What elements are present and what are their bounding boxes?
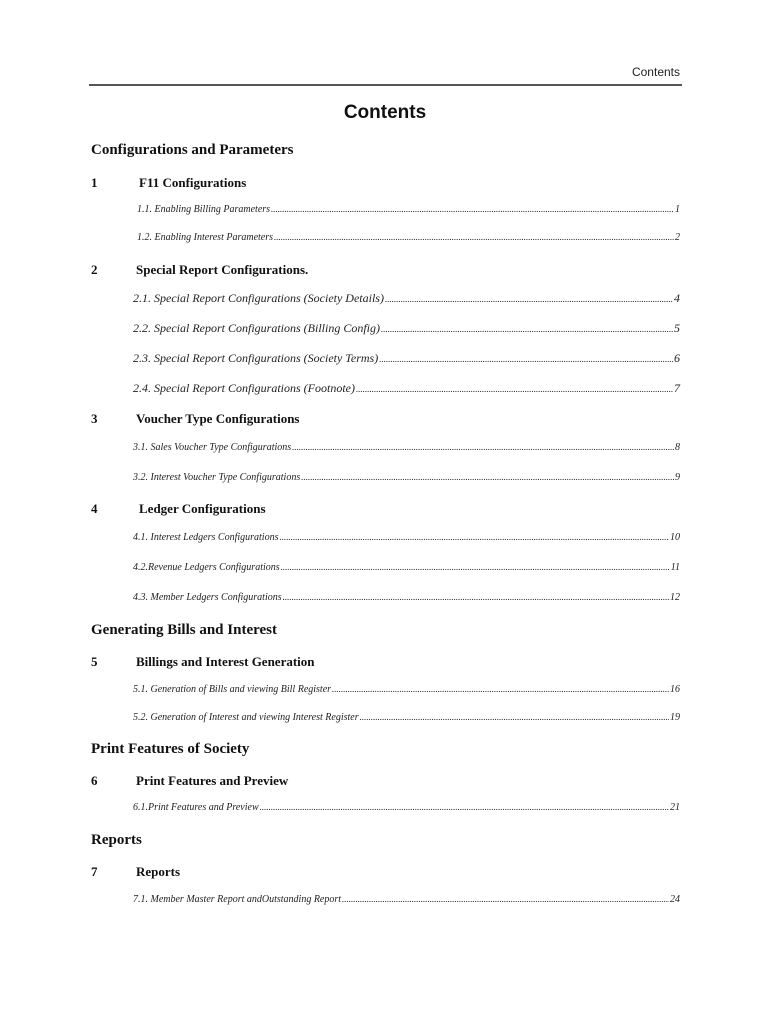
leader-dots bbox=[360, 712, 669, 723]
chapter-title: Print Features and Preview bbox=[136, 773, 289, 788]
section-heading-configurations: Configurations and Parameters bbox=[91, 142, 294, 158]
toc-entry-label: 4.2.Revenue Ledgers Configurations bbox=[133, 562, 280, 573]
chapter-number: 3 bbox=[91, 411, 98, 426]
chapter-title: Ledger Configurations bbox=[139, 501, 266, 516]
section-heading-print: Print Features of Society bbox=[91, 741, 250, 757]
leader-dots bbox=[279, 532, 669, 543]
header-rule bbox=[89, 84, 682, 86]
toc-entry[interactable] bbox=[133, 351, 680, 366]
toc-entry-label: 5.1. Generation of Bills and viewing Bill Register bbox=[133, 684, 332, 695]
toc-entry-label: 1.1. Enabling Billing Parameters bbox=[137, 204, 271, 215]
toc-page-number: 19 bbox=[670, 712, 680, 723]
toc-entry-label: 2.4. Special Report Configurations (Footnote) bbox=[133, 381, 355, 395]
toc-page-number: 12 bbox=[670, 592, 680, 603]
section-heading-reports: Reports bbox=[91, 832, 142, 848]
toc-page-number: 6 bbox=[674, 351, 680, 365]
leader-dots bbox=[281, 562, 670, 573]
toc-page-number: 11 bbox=[670, 562, 680, 573]
toc-entry[interactable] bbox=[133, 532, 680, 543]
toc-entry[interactable] bbox=[133, 802, 680, 813]
toc-page-number: 7 bbox=[674, 381, 680, 395]
section-heading-generating: Generating Bills and Interest bbox=[91, 622, 277, 638]
leader-dots bbox=[283, 592, 669, 603]
toc-page-number: 2 bbox=[675, 232, 680, 243]
leader-dots bbox=[292, 442, 674, 453]
chapter-title: Voucher Type Configurations bbox=[136, 411, 300, 426]
leader-dots bbox=[260, 802, 669, 813]
leader-dots bbox=[332, 684, 669, 695]
leader-dots bbox=[301, 472, 674, 483]
toc-page-number: 4 bbox=[674, 291, 680, 305]
toc-page-number: 8 bbox=[675, 442, 680, 453]
toc-page-number: 24 bbox=[670, 894, 680, 905]
chapter-title: Reports bbox=[136, 864, 181, 879]
running-header: Contents bbox=[631, 65, 680, 79]
toc-entry[interactable] bbox=[133, 291, 680, 306]
chapter-number: 7 bbox=[91, 864, 98, 879]
toc-entry-label: 2.2. Special Report Configurations (Billing Config) bbox=[133, 321, 380, 335]
leader-dots bbox=[274, 232, 674, 243]
toc-entry-label: 1.2. Enabling Interest Parameters bbox=[137, 232, 274, 243]
chapter-title: Billings and Interest Generation bbox=[136, 654, 315, 669]
toc-entry-label: 5.2. Generation of Interest and viewing Interest Register bbox=[133, 712, 359, 723]
toc-page-number: 10 bbox=[670, 532, 680, 543]
leader-dots bbox=[271, 204, 674, 215]
toc-entry[interactable] bbox=[137, 204, 680, 215]
chapter-number: 4 bbox=[91, 501, 98, 516]
chapter-number: 2 bbox=[91, 262, 98, 277]
toc-entry[interactable] bbox=[133, 442, 680, 453]
toc-entry-label: 7.1. Member Master Report andOutstanding Report bbox=[133, 894, 342, 905]
toc-page-number: 16 bbox=[670, 684, 680, 695]
toc-page-number: 5 bbox=[674, 321, 680, 335]
leader-dots bbox=[356, 381, 673, 396]
toc-entry[interactable] bbox=[133, 894, 680, 905]
toc-entry[interactable] bbox=[133, 684, 680, 695]
toc-entry[interactable] bbox=[133, 321, 680, 336]
toc-entry-label: 2.1. Special Report Configurations (Society Details) bbox=[133, 291, 384, 305]
toc-entry[interactable] bbox=[133, 592, 680, 603]
toc-entry[interactable] bbox=[133, 712, 680, 723]
toc-entry[interactable] bbox=[133, 381, 680, 396]
leader-dots bbox=[342, 894, 669, 905]
toc-page-number: 9 bbox=[675, 472, 680, 483]
toc-entry-label: 4.1. Interest Ledgers Configurations bbox=[133, 532, 279, 543]
chapter-number: 1 bbox=[91, 175, 98, 190]
toc-entry-label: 6.1.Print Features and Preview bbox=[133, 802, 259, 813]
chapter-number: 6 bbox=[91, 773, 98, 788]
toc-entry-label: 3.1. Sales Voucher Type Configurations bbox=[133, 442, 292, 453]
toc-entry[interactable] bbox=[133, 472, 680, 483]
chapter-number: 5 bbox=[91, 654, 98, 669]
toc-entry[interactable] bbox=[133, 562, 680, 573]
toc-page-number: 21 bbox=[670, 802, 680, 813]
toc-entry-label: 2.3. Special Report Configurations (Society Terms) bbox=[133, 351, 379, 365]
toc-page-number: 1 bbox=[675, 204, 680, 215]
leader-dots bbox=[379, 351, 673, 366]
page-title: Contents bbox=[343, 102, 427, 123]
leader-dots bbox=[381, 321, 673, 336]
toc-entry[interactable] bbox=[137, 232, 680, 243]
chapter-title: Special Report Configurations. bbox=[136, 262, 309, 277]
chapter-title: F11 Configurations bbox=[139, 175, 247, 190]
toc-entry-label: 3.2. Interest Voucher Type Configurations bbox=[133, 472, 301, 483]
toc-entry-label: 4.3. Member Ledgers Configurations bbox=[133, 592, 282, 603]
leader-dots bbox=[385, 291, 673, 306]
